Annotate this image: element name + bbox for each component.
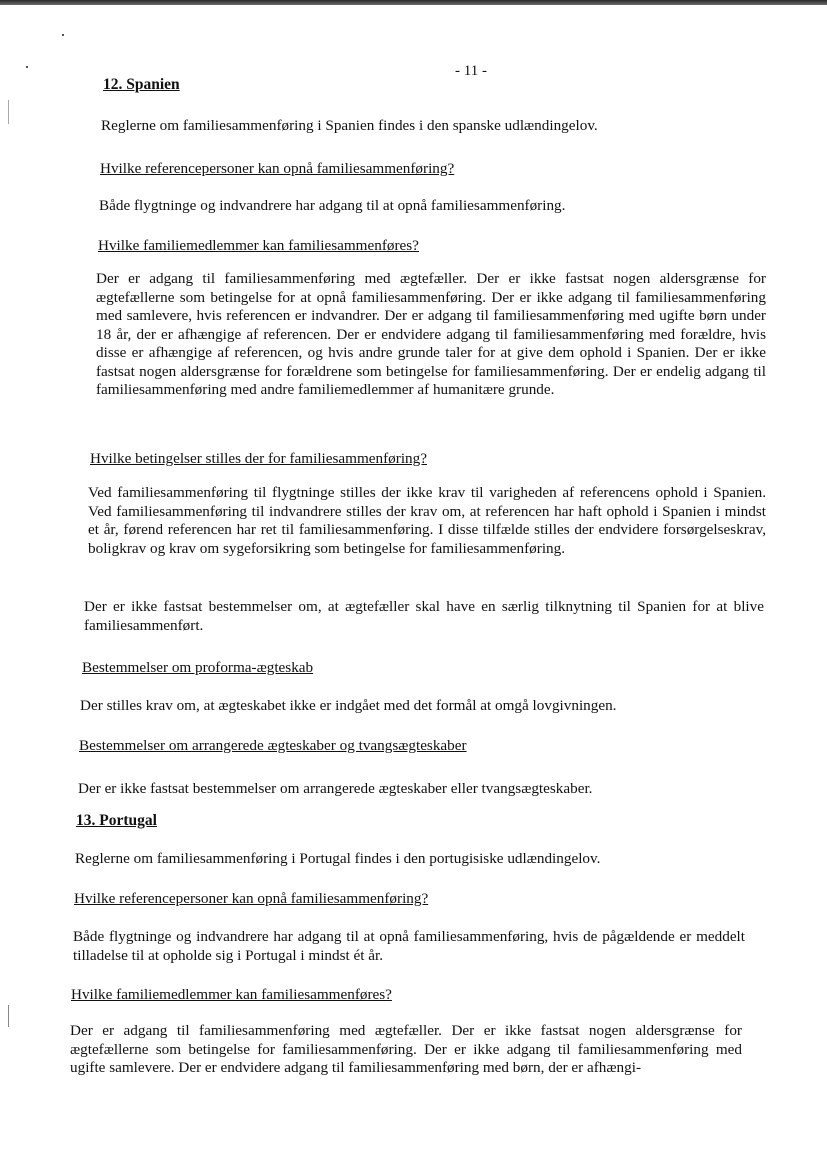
question-heading: Hvilke familiemedlemmer kan familiesammenføres?	[71, 986, 392, 1003]
question-heading: Hvilke referencepersoner kan opnå familiesammenføring?	[74, 890, 429, 907]
answer-paragraph: Ved familiesammenføring til flygtninge stilles der ikke krav til varigheden af referencens ophold i Spanien. Ved familiesammenføring til indvandrere stilles der krav om, at referencen har haft ophold i Spanien i mindst et år, førend referencen har ret til familiesammenføring. I disse tilfælde stilles der endvidere forsørgelseskrav, boligkrav og krav om sygeforsikring som betingelse for familiesammenføring.	[88, 484, 766, 557]
section-intro: Reglerne om familiesammenføring i Spanien findes i den spanske udlændingelov.	[101, 117, 598, 134]
answer-paragraph: Der er adgang til familiesammenføring med ægtefæller. Der er ikke fastsat nogen aldersgrænse for ægtefællerne som betingelse for familiesammenføring. Der er ikke adgang til familiesammenføring med ugifte samlevere. Der er endvidere adgang til familiesammenføring med børn, der er afhængi-	[70, 1022, 742, 1076]
scan-top-edge	[0, 0, 827, 5]
scan-mark	[8, 100, 9, 124]
scan-mark	[26, 66, 28, 68]
question-heading: Bestemmelser om proforma-ægteskab	[82, 659, 314, 676]
answer-paragraph: Der er ikke fastsat bestemmelser om arrangerede ægteskaber eller tvangsægteskaber.	[78, 780, 593, 797]
scan-mark	[62, 34, 64, 36]
question-heading: Bestemmelser om arrangerede ægteskaber og tvangsægteskaber	[79, 737, 467, 754]
scan-mark	[8, 1005, 9, 1027]
answer-paragraph: Der stilles krav om, at ægteskabet ikke er indgået med det formål at omgå lovgivningen.	[80, 697, 617, 714]
section-heading-portugal: 13. Portugal	[76, 812, 157, 829]
question-heading: Hvilke familiemedlemmer kan familiesammenføres?	[98, 237, 419, 254]
answer-paragraph: Både flygtninge og indvandrere har adgang til at opnå familiesammenføring, hvis de pågældende er meddelt tilladelse til at opholde sig i Portugal i mindst ét år.	[73, 928, 745, 964]
answer-paragraph: Der er ikke fastsat bestemmelser om, at ægtefæller skal have en særlig tilknytning til Spanien for at blive familiesammenført.	[84, 598, 764, 634]
question-heading: Hvilke betingelser stilles der for familiesammenføring?	[90, 450, 427, 467]
question-heading: Hvilke referencepersoner kan opnå familiesammenføring?	[100, 160, 455, 177]
answer-paragraph: Både flygtninge og indvandrere har adgang til at opnå familiesammenføring.	[99, 197, 566, 214]
section-heading-spanien: 12. Spanien	[103, 76, 180, 93]
answer-paragraph: Der er adgang til familiesammenføring med ægtefæller. Der er ikke fastsat nogen aldersgrænse for ægtefællerne som betingelse for at opnå familiesammenføring. Der er ikke adgang til familiesammenføring med samlevere, hvis referencen er indvandrer. Der er adgang til familiesammenføring med ugifte børn under 18 år, der er afhængige af referencen. Der er endvidere adgang til familiesammenføring med forældre, hvis disse er afhængige af referencen, og hvis andre grunde taler for at give dem ophold i Spanien. Der er ikke fastsat nogen aldersgrænse for forældrene som betingelse for familiesammenføring. Der er endelig adgang til familiesammenføring med andre familiemedlemmer af humanitære grunde.	[96, 270, 766, 398]
page-number: - 11 -	[455, 63, 487, 79]
section-intro: Reglerne om familiesammenføring i Portugal findes i den portugisiske udlændingelov.	[75, 850, 601, 867]
